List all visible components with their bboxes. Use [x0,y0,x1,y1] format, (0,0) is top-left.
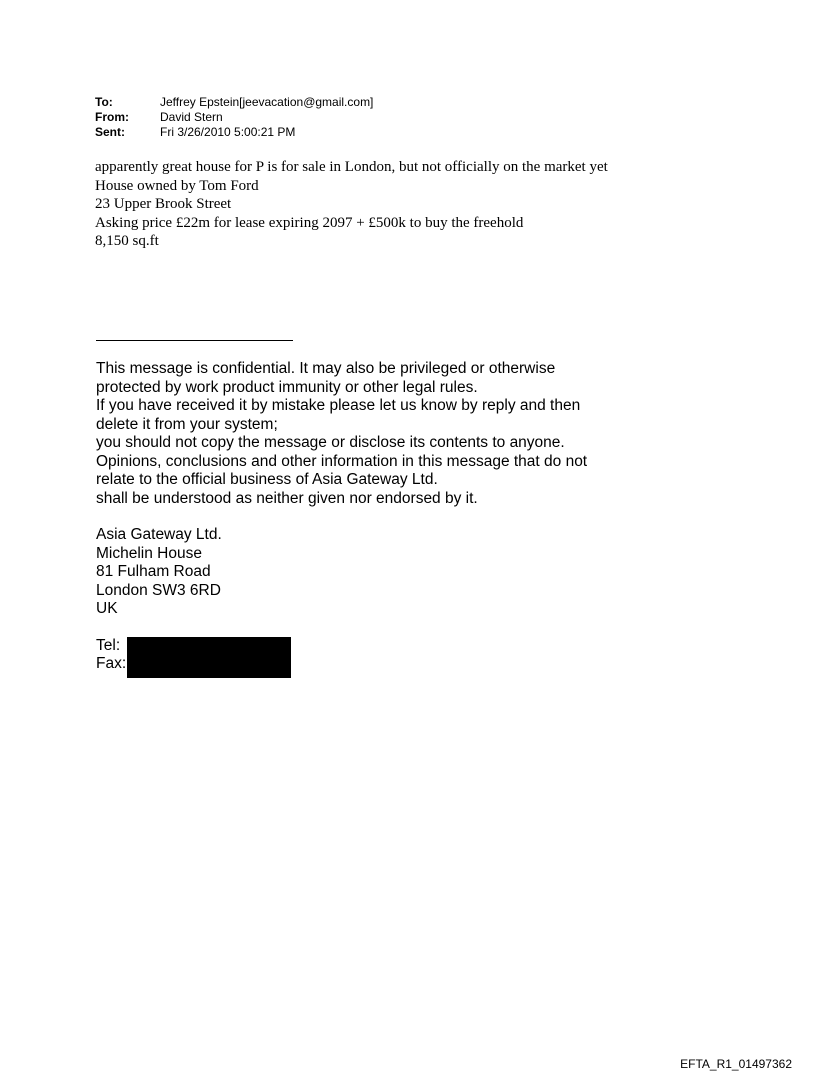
body-line: House owned by Tom Ford [95,177,259,194]
confidentiality-disclaimer [96,360,587,508]
address-line: 81 Fulham Road [96,563,211,580]
body-line: Asking price £22m for lease expiring 2097 + £500k to buy the freehold [95,214,524,231]
from-value: David Stern [160,110,223,124]
redaction-box [127,637,291,678]
company-address [96,526,222,619]
email-header [95,95,373,140]
sent-value: Fri 3/26/2010 5:00:21 PM [160,125,296,139]
disclaimer-line: This message is confidential. It may also be privileged or otherwise [96,360,556,377]
address-line: Asia Gateway Ltd. [96,526,222,543]
to-label: To: [95,95,113,109]
body-line: apparently great house for P is for sale in London, but not officially on the market yet [95,159,608,175]
tel-label: Tel: [96,637,121,654]
to-row [95,95,373,110]
disclaimer-line: delete it from your system; [96,415,278,433]
address-line: London SW3 6RD [96,581,221,599]
body-line: 23 Upper Brook Street [95,196,232,212]
address-line: UK [96,600,118,617]
signature-divider [96,340,293,341]
disclaimer-line: relate to the official business of Asia Gateway Ltd. [96,471,438,488]
fax-label: Fax: [96,655,127,672]
sent-label: Sent: [95,125,125,139]
from-row [95,110,373,125]
disclaimer-line: protected by work product immunity or other legal rules. [96,378,478,396]
sent-row [95,125,373,140]
disclaimer-line: If you have received it by mistake please let us know by reply and then [96,397,581,414]
document-id: EFTA_R1_01497362 [680,1057,792,1071]
disclaimer-line: Opinions, conclusions and other information in this message that do not [96,452,588,470]
body-line: 8,150 sq.ft [95,233,159,249]
contact-block [96,637,126,673]
address-line: Michelin House [96,544,202,562]
disclaimer-line: shall be understood as neither given nor endorsed by it. [96,489,478,507]
message-body [95,158,608,251]
from-label: From: [95,110,129,124]
disclaimer-line: you should not copy the message or disclose its contents to anyone. [96,434,565,451]
to-value: Jeffrey Epstein[jeevacation@gmail.com] [160,95,374,109]
